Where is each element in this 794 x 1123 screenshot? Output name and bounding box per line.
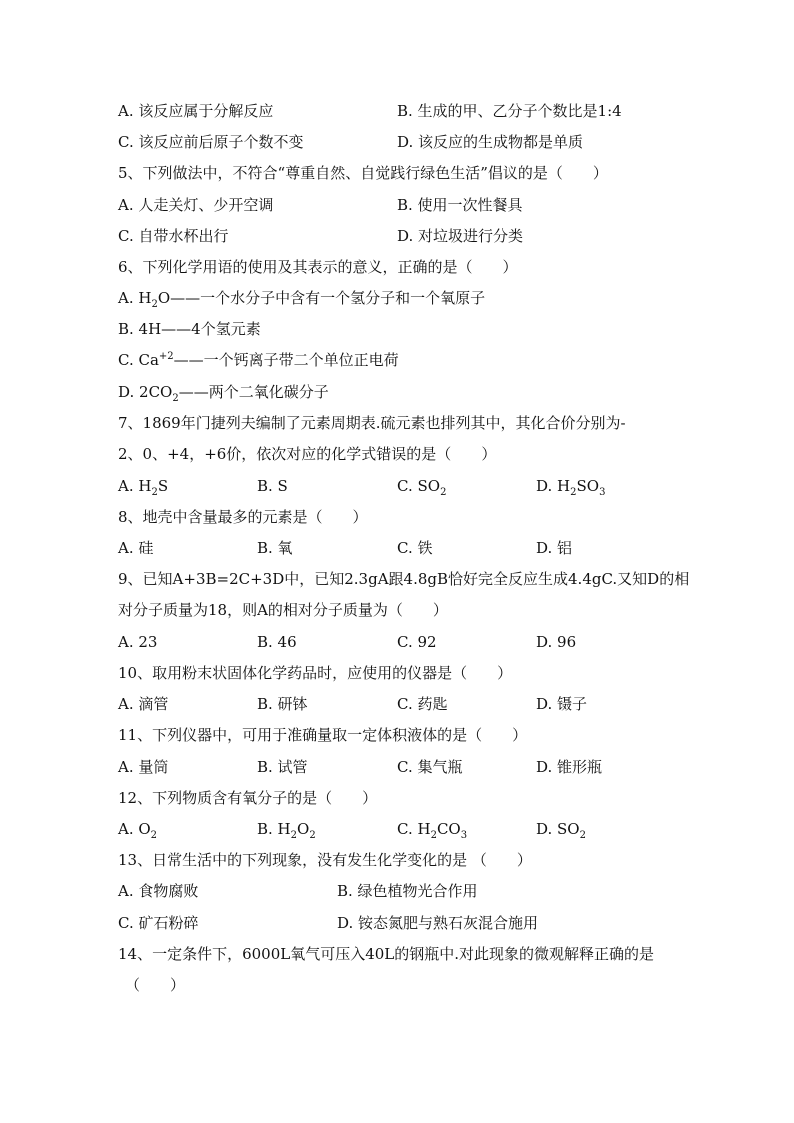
- q5-option-c: C. 自带水杯出行: [118, 227, 229, 245]
- q7-stem-line1: 7、1869年门捷列夫编制了元素周期表.硫元素也排列其中，其化合价分别为-: [118, 414, 626, 432]
- q10-option-b: B. 研钵: [257, 695, 308, 713]
- q9-option-d: D. 96: [536, 633, 577, 651]
- q4-option-c: C. 该反应前后原子个数不变: [118, 133, 304, 151]
- q6-option-b: B. 4H——4个氢元素: [118, 320, 261, 338]
- q10-option-a: A. 滴管: [118, 695, 169, 713]
- q8-stem: 8、地壳中含量最多的元素是（ ）: [118, 508, 368, 526]
- q8-option-a: A. 硅: [118, 539, 154, 557]
- q6-stem: 6、下列化学用语的使用及其表示的意义，正确的是（ ）: [118, 258, 518, 276]
- q12-stem: 12、下列物质含有氧分子的是（ ）: [118, 789, 378, 807]
- q8-option-c: C. 铁: [397, 539, 433, 557]
- q5-option-a: A. 人走关灯、少开空调: [118, 196, 274, 214]
- q14-stem-line2: （ ）: [125, 976, 186, 994]
- q9-option-a: A. 23: [118, 633, 158, 651]
- q4-option-a: A. 该反应属于分解反应: [118, 102, 274, 120]
- q7-option-c: C. $SO_2$: [397, 477, 447, 498]
- q10-option-c: C. 药匙: [397, 695, 448, 713]
- q12-option-c: C. $H_2CO_3$: [397, 820, 468, 841]
- q9-stem-line1: 9、已知A+3B=2C+3D中，已知2.3gA跟4.8gB恰好完全反应生成4.4gC.又知D的相: [118, 570, 690, 588]
- q11-option-d: D. 锥形瓶: [536, 758, 603, 776]
- q11-option-c: C. 集气瓶: [397, 758, 463, 776]
- q12-option-d: D. $SO_2$: [536, 820, 586, 841]
- q11-option-b: B. 试管: [257, 758, 308, 776]
- q9-option-c: C. 92: [397, 633, 437, 651]
- q6-option-a: A. $H_2O——$一个水分子中含有一个氢分子和一个氧原子: [118, 289, 486, 310]
- q6-option-d: D. $2CO_2——$两个二氧化碳分子: [118, 383, 329, 404]
- q8-option-d: D. 铝: [536, 539, 573, 557]
- q13-option-d: D. 铵态氮肥与熟石灰混合施用: [337, 914, 539, 932]
- q4-option-d: D. 该反应的生成物都是单质: [397, 133, 584, 151]
- q10-option-d: D. 镊子: [536, 695, 588, 713]
- q11-option-a: A. 量筒: [118, 758, 169, 776]
- q13-option-b: B. 绿色植物光合作用: [337, 882, 478, 900]
- q7-option-a: A. $H_2S$: [118, 477, 169, 498]
- q12-option-b: B. $H_2O_2$: [257, 820, 316, 841]
- q8-option-b: B. 氧: [257, 539, 293, 557]
- q10-stem: 10、取用粉末状固体化学药品时，应使用的仪器是（ ）: [118, 664, 513, 682]
- q5-stem: 5、下列做法中，不符合“尊重自然、自觉践行绿色生活”倡议的是（ ）: [118, 164, 608, 182]
- q12-option-a: A. $O_2$: [118, 820, 158, 841]
- q14-stem-line1: 14、一定条件下，6000L氧气可压入40L的钢瓶中.对此现象的微观解释正确的是: [118, 945, 655, 963]
- q6-option-c: C. $Ca^{+2}——$一个钙离子带二个单位正电荷: [118, 351, 399, 369]
- q7-option-b: B. S: [257, 477, 288, 495]
- q7-stem-line2: 2、0、+4，+6价，依次对应的化学式错误的是（ ）: [118, 445, 497, 463]
- q5-option-b: B. 使用一次性餐具: [397, 196, 523, 214]
- q5-option-d: D. 对垃圾进行分类: [397, 227, 524, 245]
- q4-option-b: B. 生成的甲、乙分子个数比是1:4: [397, 102, 622, 120]
- q13-stem: 13、日常生活中的下列现象，没有发生化学变化的是 （ ）: [118, 851, 532, 869]
- q13-option-a: A. 食物腐败: [118, 882, 199, 900]
- q9-stem-line2: 对分子质量为18，则A的相对分子质量为（ ）: [118, 601, 448, 619]
- q11-stem: 11、下列仪器中，可用于准确量取一定体积液体的是（ ）: [118, 726, 528, 744]
- q13-option-c: C. 矿石粉碎: [118, 914, 199, 932]
- q7-option-d: D. $H_2SO_3$: [536, 477, 606, 498]
- q9-option-b: B. 46: [257, 633, 297, 651]
